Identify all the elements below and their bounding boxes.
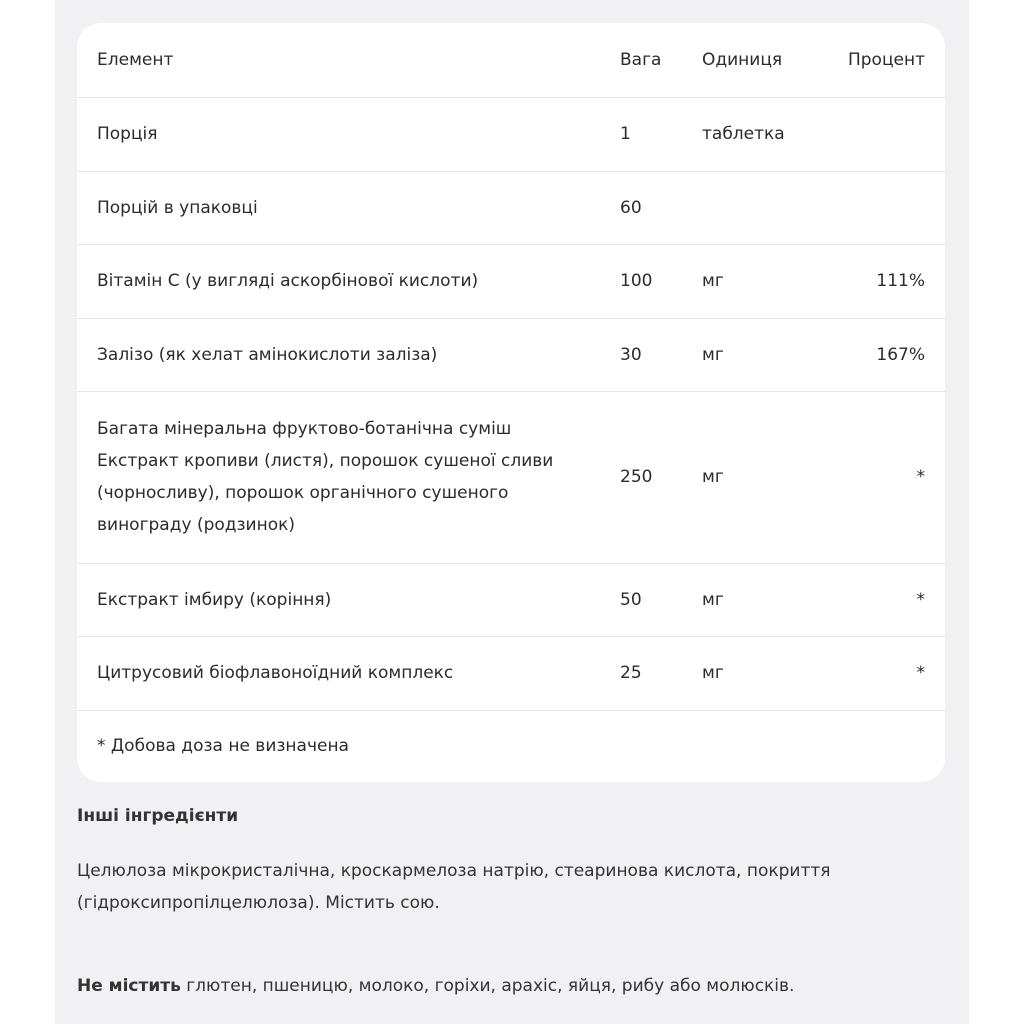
row-name: Порцій в упаковці: [77, 171, 620, 244]
header-name: Елемент: [77, 23, 620, 97]
row-weight: 250: [620, 391, 702, 563]
row-name: Цитрусовий біофлавоноїдний комплекс: [77, 636, 620, 710]
other-ingredients-title: Інші інгредієнти: [77, 806, 239, 826]
header-weight: Вага: [620, 23, 702, 97]
row-weight: 60: [620, 171, 702, 244]
header-unit: Одиниця: [702, 23, 812, 97]
header-percent: Процент: [812, 23, 945, 97]
table-footnote: * Добова доза не визначена: [97, 736, 349, 757]
table-row: [77, 171, 945, 244]
row-unit: мг: [702, 563, 812, 636]
row-name: Екстракт імбиру (коріння): [77, 563, 620, 636]
row-name-line: (чорносливу), порошок органічного сушеного: [97, 483, 509, 503]
supplement-facts-table: [77, 23, 945, 782]
row-weight: 25: [620, 636, 702, 710]
row-percent: *: [812, 391, 945, 563]
table-row: [77, 97, 945, 171]
row-percent: *: [812, 636, 945, 710]
row-weight: 1: [620, 97, 702, 171]
row-unit: [702, 171, 812, 244]
row-name-line: Багата мінеральна фруктово-ботанічна суміш: [97, 419, 512, 439]
table-row: [77, 636, 945, 710]
row-percent: [812, 97, 945, 171]
row-percent: *: [812, 563, 945, 636]
free-from-statement: [77, 970, 937, 1002]
supplement-facts-card: [77, 23, 945, 782]
other-ingredients-text: Целюлоза мікрокристалічна, кроскармелоза натрію, стеаринова кислота, покриття (гідроксипропілцелюлоза). Містить сою.: [77, 861, 831, 913]
row-name: Залізо (як хелат амінокислоти заліза): [77, 318, 620, 391]
row-percent: 111%: [812, 244, 945, 318]
table-header-row: [77, 23, 945, 97]
row-percent: 167%: [812, 318, 945, 391]
table-row: [77, 563, 945, 636]
row-unit: мг: [702, 244, 812, 318]
row-name: Порція: [77, 97, 620, 171]
row-unit: мг: [702, 636, 812, 710]
free-from-text: глютен, пшеницю, молоко, горіхи, арахіс, яйця, рибу або молюсків.: [180, 976, 795, 996]
table-footnote-row: [77, 710, 945, 782]
row-unit: таблетка: [702, 97, 812, 171]
row-percent: [812, 171, 945, 244]
table-row: [77, 318, 945, 391]
row-name: [77, 391, 620, 563]
row-unit: мг: [702, 318, 812, 391]
table-row: [77, 391, 945, 563]
row-name: Вітамін C (у вигляді аскорбінової кислоти): [77, 244, 620, 318]
row-weight: 30: [620, 318, 702, 391]
table-row: [77, 244, 945, 318]
row-weight: 100: [620, 244, 702, 318]
row-unit: мг: [702, 391, 812, 563]
row-weight: 50: [620, 563, 702, 636]
row-name-line: Екстракт кропиви (листя), порошок сушеної сливи: [97, 451, 554, 471]
free-from-label: Не містить: [77, 976, 181, 996]
row-name-line: винограду (родзинок): [97, 515, 296, 535]
